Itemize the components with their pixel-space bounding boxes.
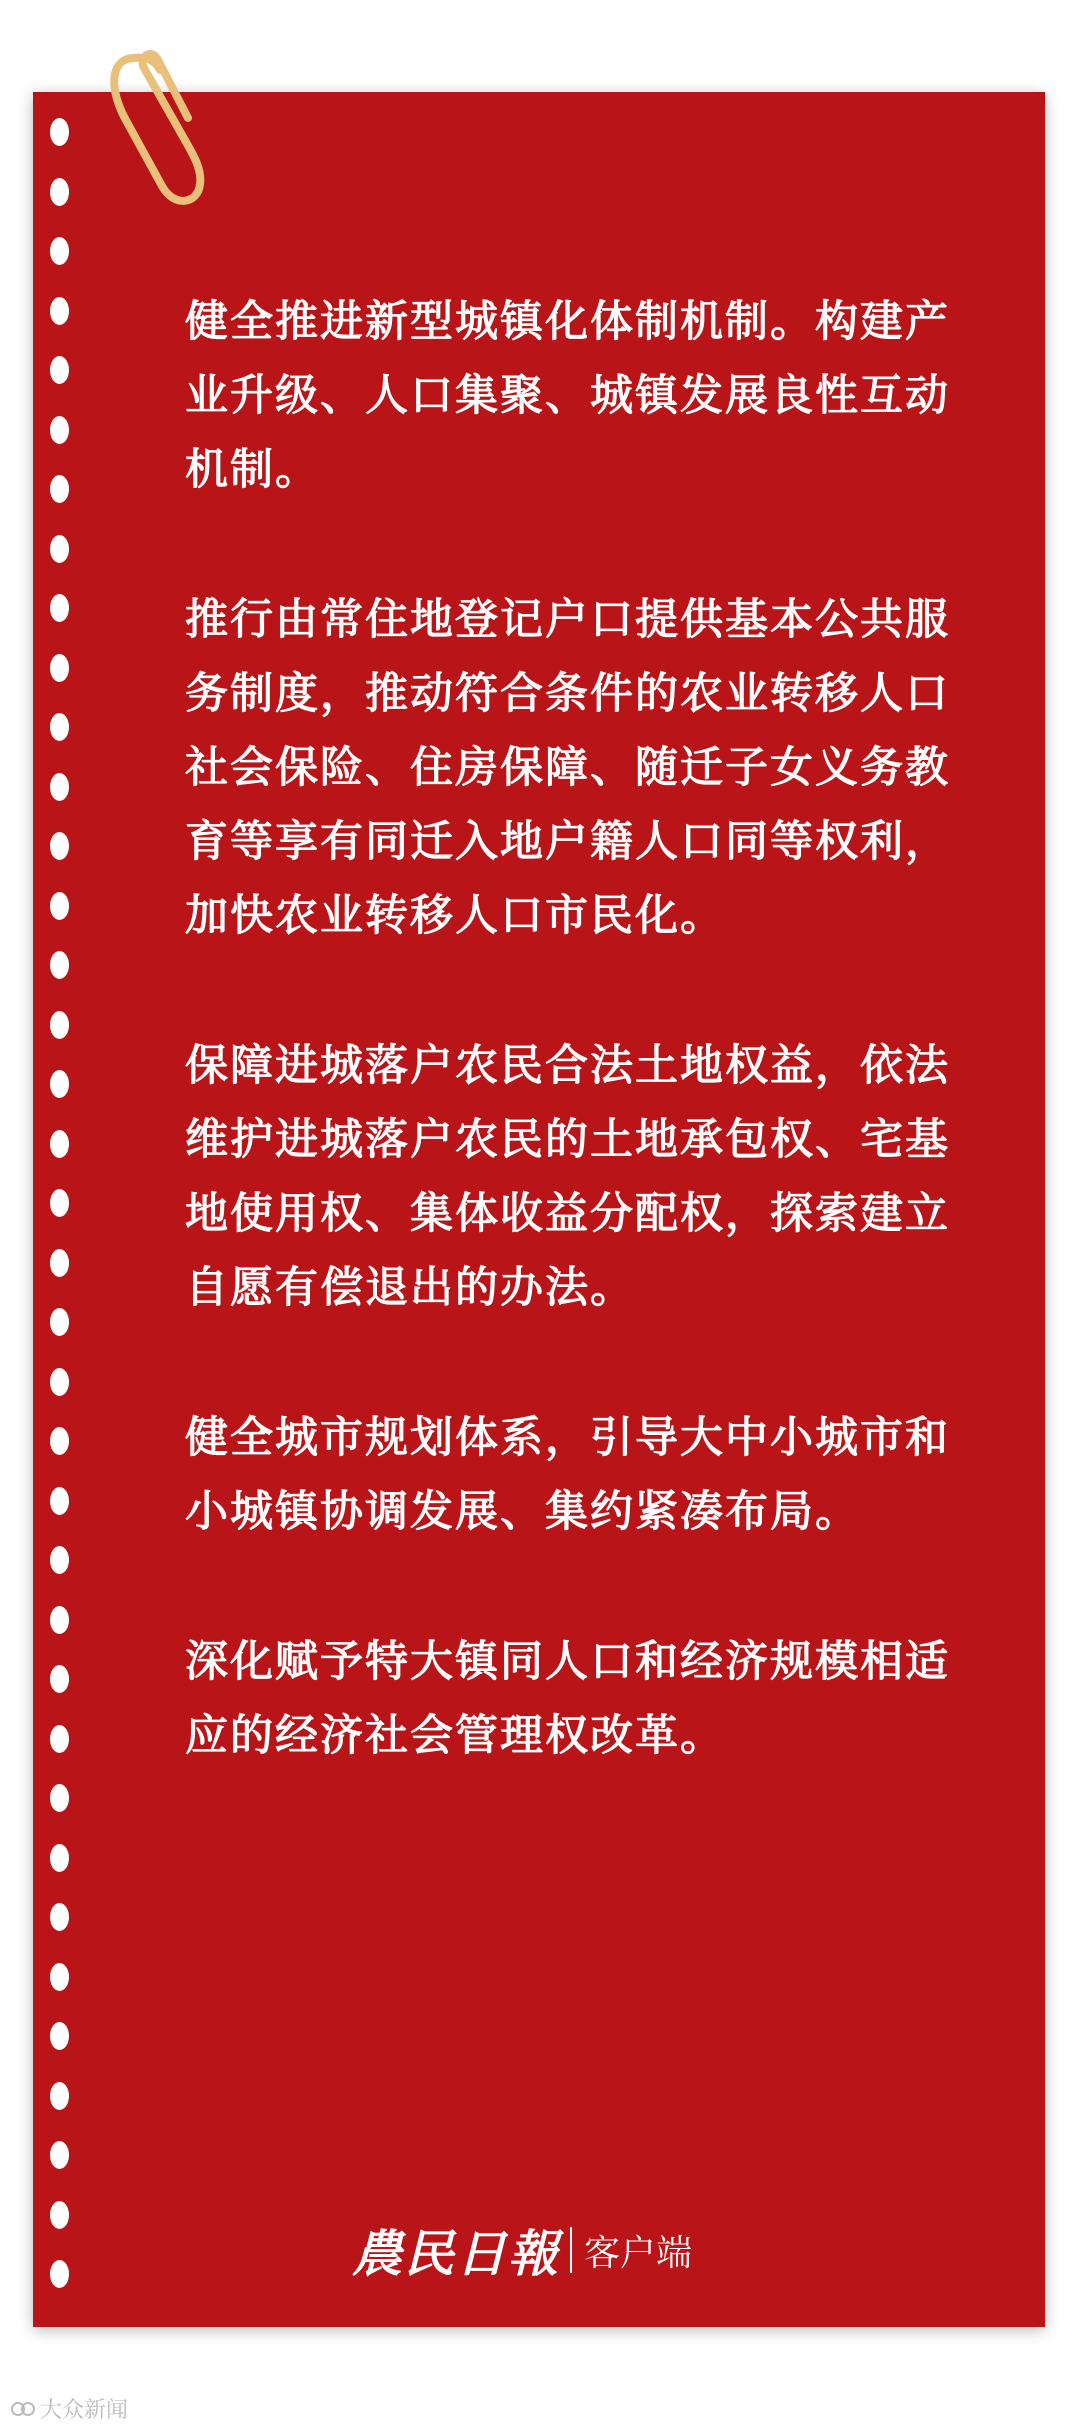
watermark-logo-icon bbox=[10, 2399, 36, 2419]
binder-hole bbox=[50, 654, 69, 682]
binder-hole bbox=[50, 1844, 69, 1872]
binder-hole bbox=[50, 1130, 69, 1158]
binder-hole bbox=[50, 178, 69, 206]
binder-hole bbox=[50, 2201, 69, 2229]
publisher-logo bbox=[352, 2215, 692, 2285]
binder-hole bbox=[50, 1189, 69, 1217]
watermark-text: 大众新闻 bbox=[40, 2398, 129, 2423]
binder-hole bbox=[50, 892, 69, 920]
paragraph-4: 健全城市规划体系，引导大中小城市和小城镇协调发展、集约紧凑布局。 bbox=[185, 1413, 950, 1537]
binder-hole bbox=[50, 416, 69, 444]
binder-hole bbox=[50, 535, 69, 563]
binder-hole bbox=[50, 773, 69, 801]
binder-hole bbox=[50, 1011, 69, 1039]
paragraph-2: 推行由常住地登记户口提供基本公共服务制度，推动符合条件的农业转移人口社会保险、住房保障、随迁子女义务教育等享有同迁入地户籍人口同等权利，加快农业转移人口市民化。 bbox=[185, 595, 950, 941]
binder-hole bbox=[50, 951, 69, 979]
watermark bbox=[10, 2393, 128, 2424]
binder-hole bbox=[50, 2022, 69, 2050]
binder-hole bbox=[50, 1546, 69, 1574]
binder-hole bbox=[50, 1963, 69, 1991]
binder-hole bbox=[50, 1368, 69, 1396]
paperclip-icon bbox=[98, 28, 208, 228]
binder-hole bbox=[50, 1487, 69, 1515]
binder-hole bbox=[50, 2082, 69, 2110]
binder-hole bbox=[50, 118, 69, 146]
binder-holes bbox=[50, 118, 74, 2268]
binder-hole bbox=[50, 2141, 69, 2169]
binder-hole bbox=[50, 356, 69, 384]
paragraph-1: 健全推进新型城镇化体制机制。构建产业升级、人口集聚、城镇发展良性互动机制。 bbox=[185, 297, 950, 495]
paragraph-3: 保障进城落户农民合法土地权益，依法维护进城落户农民的土地承包权、宅基地使用权、集体收益分配权，探索建立自愿有偿退出的办法。 bbox=[185, 1041, 950, 1313]
paragraph-5: 深化赋予特大镇同人口和经济规模相适应的经济社会管理权改革。 bbox=[185, 1637, 950, 1761]
binder-hole bbox=[50, 475, 69, 503]
logo-suffix: 客户端 bbox=[584, 2232, 693, 2274]
article-content bbox=[185, 285, 955, 1849]
binder-hole bbox=[50, 1725, 69, 1753]
logo-name: 農民日報 bbox=[352, 2224, 560, 2283]
binder-hole bbox=[50, 1606, 69, 1634]
logo-divider bbox=[570, 2227, 572, 2273]
binder-hole bbox=[50, 1903, 69, 1931]
binder-hole bbox=[50, 594, 69, 622]
binder-hole bbox=[50, 2260, 69, 2288]
binder-hole bbox=[50, 832, 69, 860]
binder-hole bbox=[50, 1665, 69, 1693]
binder-hole bbox=[50, 1427, 69, 1455]
binder-hole bbox=[50, 1249, 69, 1277]
binder-hole bbox=[50, 237, 69, 265]
binder-hole bbox=[50, 1308, 69, 1336]
binder-hole bbox=[50, 713, 69, 741]
binder-hole bbox=[50, 297, 69, 325]
binder-hole bbox=[50, 1070, 69, 1098]
binder-hole bbox=[50, 1784, 69, 1812]
